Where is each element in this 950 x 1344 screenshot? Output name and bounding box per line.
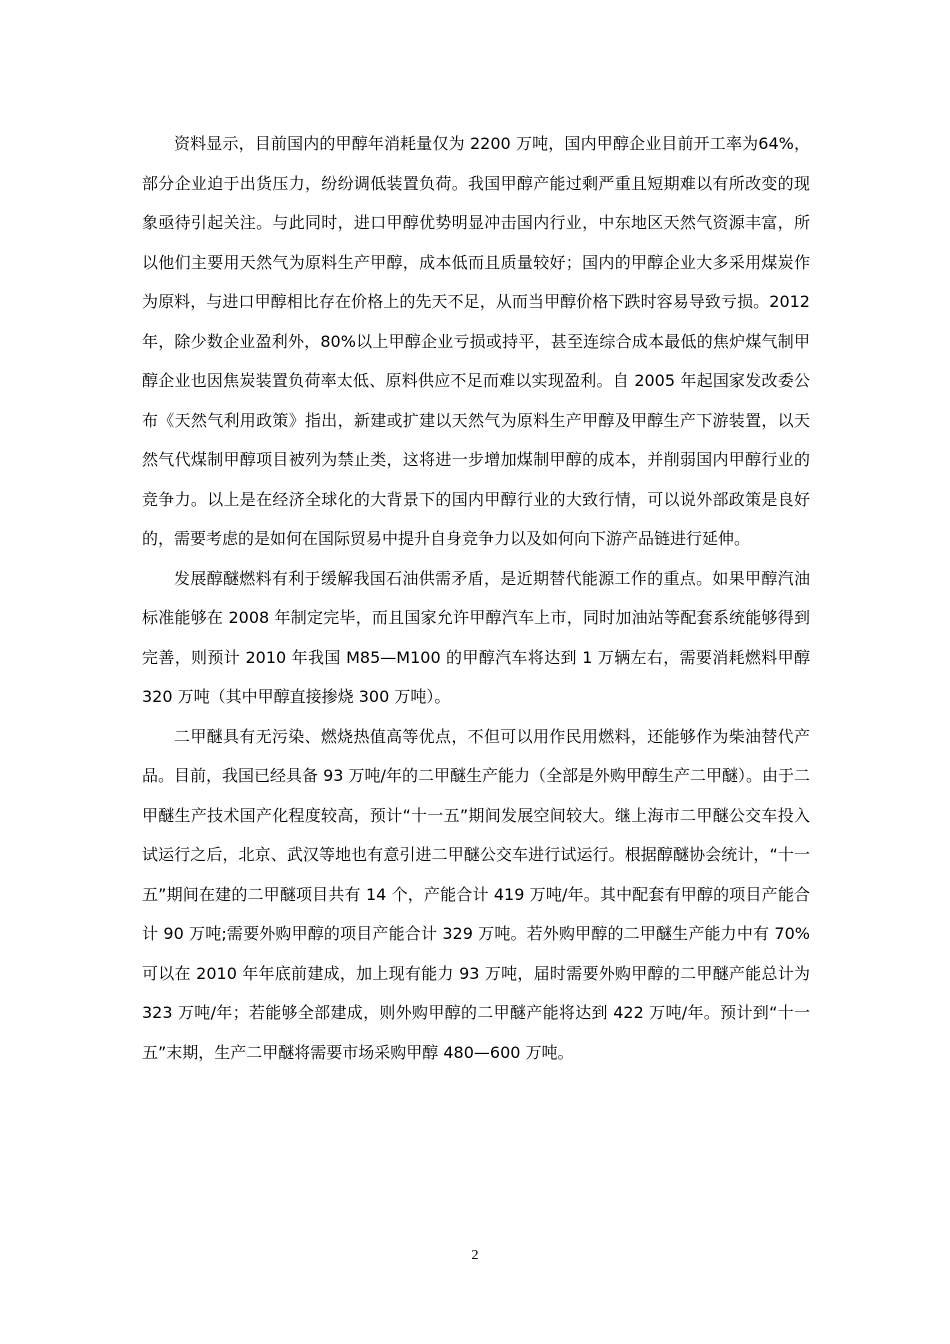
page-number: 2 (471, 1248, 479, 1263)
paragraph-methanol-market: 资料显示，目前国内的甲醇年消耗量仅为 2200 万吨，国内甲醇企业目前开工率为64%，部分企业迫于出货压力，纷纷调低装置负荷。我国甲醇产能过剩严重且短期难以有所改变的现象亟待引起关注。与此同时，进口甲醇优势明显冲击国内行业，中东地区天然气资源丰富，所以他们主要用天然气为原料生产甲醇，成本低而且质量较好；国内的甲醇企业大多采用煤炭作为原料，与进口甲醇相比存在价格上的先天不足，从而当甲醇价格下跌时容易导致亏损。2012 年，除少数企业盈利外，80%以上甲醇企业亏损或持平，甚至连综合成本最低的焦炉煤气制甲醇企业也因焦炭装置负荷率太低、原料供应不足而难以实现盈利。自 2005 年起国家发改委公布《天然气利用政策》指出，新建或扩建以天然气为原料生产甲醇及甲醇生产下游装置，以天然气代煤制甲醇项目被列为禁止类，这将进一步增加煤制甲醇的成本，并削弱国内甲醇行业的竞争力。以上是在经济全球化的大背景下的国内甲醇行业的大致行情，可以说外部政策是良好的，需要考虑的是如何在国际贸易中提升自身竞争力以及如何向下游产品链进行延伸。 (142, 134, 810, 548)
paragraph-alcohol-ether-fuel: 发展醇醚燃料有利于缓解我国石油供需矛盾，是近期替代能源工作的重点。如果甲醇汽油标准能够在 2008 年制定完毕，而且国家允许甲醇汽车上市，同时加油站等配套系统能够得到完善，则预计 2010 年我国 M85—M100 的甲醇汽车将达到 1 万辆左右，需要消耗燃料甲醇 320 万吨（其中甲醇直接掺烧 300 万吨）。 (142, 568, 810, 706)
paragraph-dimethyl-ether: 二甲醚具有无污染、燃烧热值高等优点，不但可以用作民用燃料，还能够作为柴油替代产品。目前，我国已经具备 93 万吨/年的二甲醚生产能力（全部是外购甲醇生产二甲醚）。由于二甲醚生产技术国产化程度较高，预计“十一五”期间发展空间较大。继上海市二甲醚公交车投入试运行之后，北京、武汉等地也有意引进二甲醚公交车进行试运行。根据醇醚协会统计，“十一五”期间在建的二甲醚项目共有 14 个，产能合计 419 万吨/年。其中配套有甲醇的项目产能合计 90 万吨;需要外购甲醇的项目产能合计 329 万吨。若外购甲醇的二甲醚生产能力中有 70%可以在 2010 年年底前建成，加上现有能力 93 万吨，届时需要外购甲醇的二甲醚产能总计为 323 万吨/年；若能够全部建成，则外购甲醇的二甲醚产能将达到 422 万吨/年。预计到“十一五”末期，生产二甲醚将需要市场采购甲醇 480—600 万吨。 (142, 726, 810, 1062)
body-text (142, 124, 810, 1072)
